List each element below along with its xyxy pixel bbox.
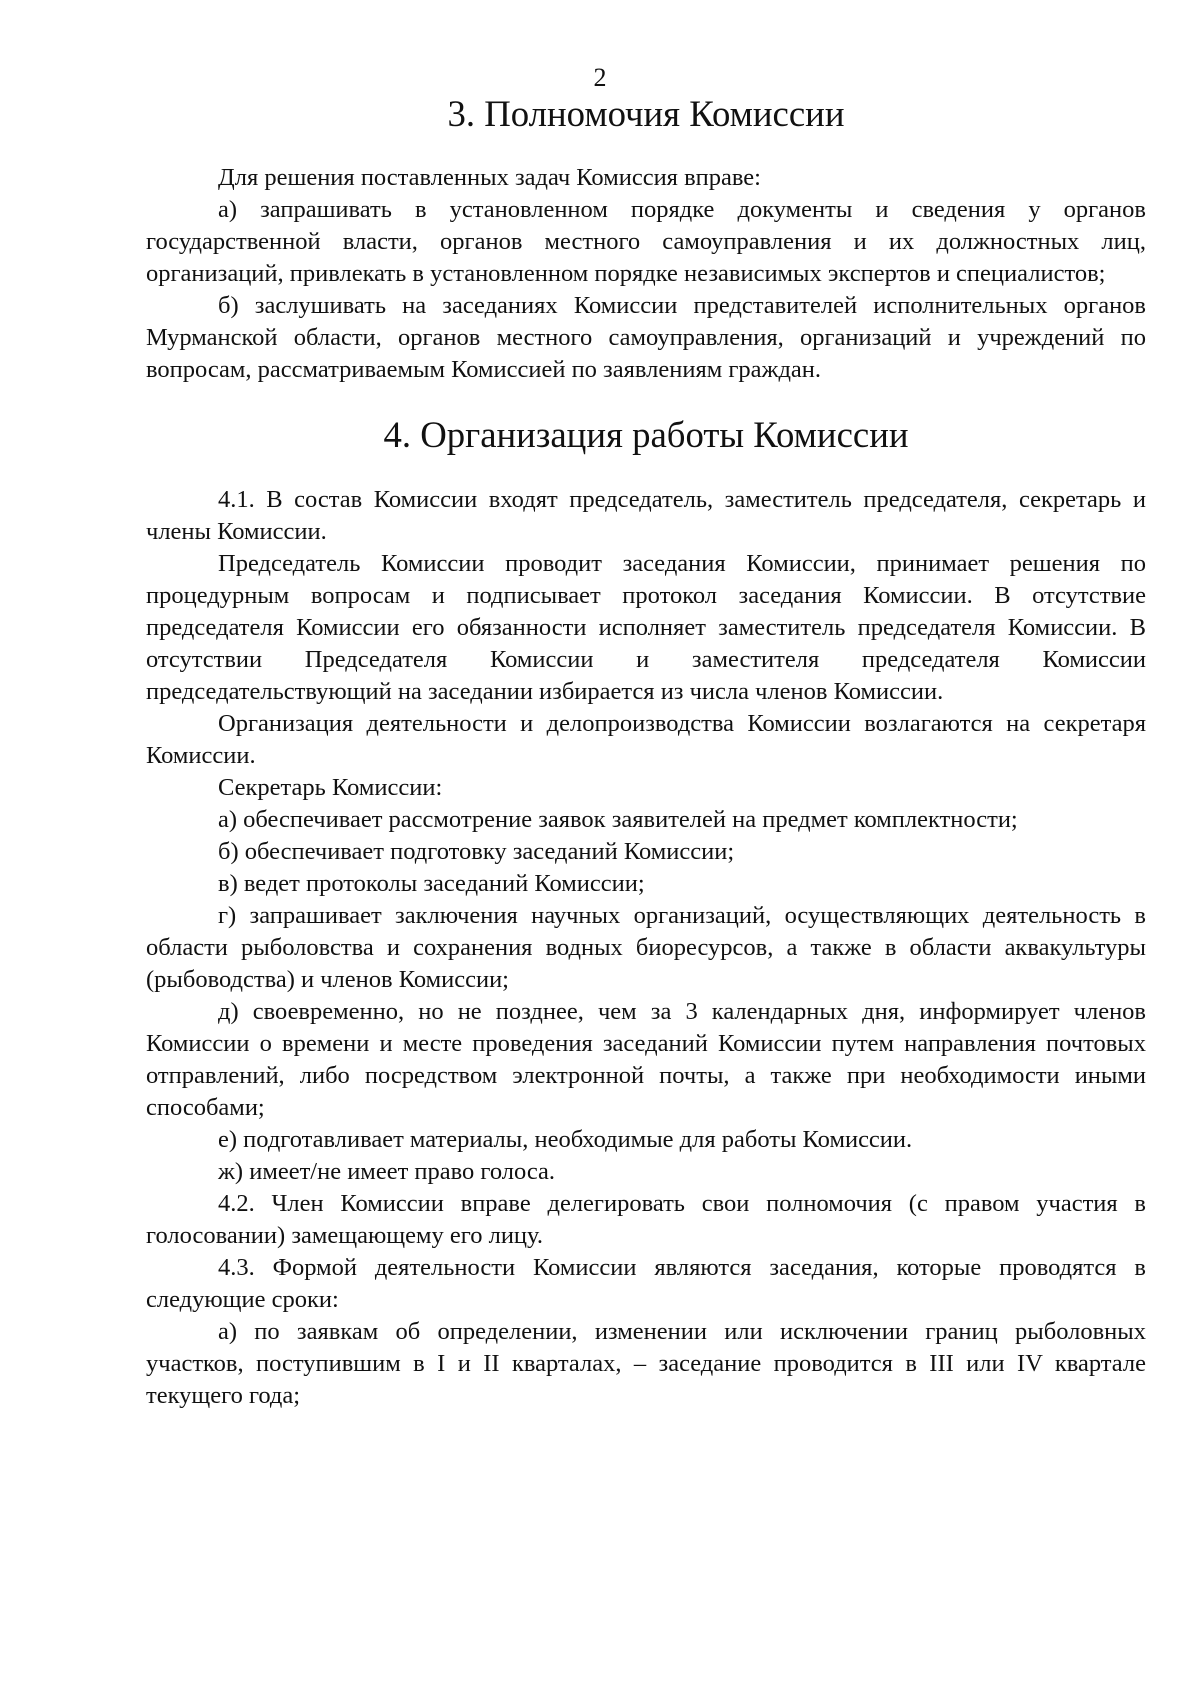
section-3-heading: 3. Полномочия Комиссии (447, 93, 845, 134)
section-3-paragraph: Для решения поставленных задач Комиссия вправе: (218, 164, 761, 191)
section-3-paragraph: а) запрашивать в установленном порядке документы и сведения у органов государственной власти, органов местного самоуправления и их должностных лиц, организаций, привлекать в установленном порядке независимых экспертов и специалистов; (146, 196, 1146, 287)
document-body (146, 93, 1146, 1412)
section-4-paragraph: Организация деятельности и делопроизводства Комиссии возлагаются на секретаря Комиссии. (146, 710, 1146, 769)
section-4-paragraph: в) ведет протоколы заседаний Комиссии; (218, 870, 645, 897)
section-4-paragraph: а) обеспечивает рассмотрение заявок заявителей на предмет комплектности; (218, 806, 1018, 833)
section-4-paragraph: д) своевременно, но не позднее, чем за 3 календарных дня, информирует членов Комиссии о времени и месте проведения заседаний Комиссии путем направления почтовых отправлений, либо посредством электронной почты, а также при необходимости иными способами; (146, 998, 1146, 1121)
section-4-paragraph: е) подготавливает материалы, необходимые для работы Комиссии. (218, 1126, 913, 1153)
section-4-paragraph: а) по заявкам об определении, изменении или исключении границ рыболовных участков, поступившим в I и II кварталах, – заседание проводится в III или IV квартале текущего года; (146, 1318, 1146, 1409)
section-4-paragraph: Секретарь Комиссии: (218, 774, 443, 801)
section-4-paragraph: Председатель Комиссии проводит заседания Комиссии, принимает решения по процедурным вопросам и подписывает протокол заседания Комиссии. В отсутствие председателя Комиссии его обязанности исполняет заместитель председателя Комиссии. В отсутствии Председателя Комиссии и заместителя председателя Комиссии председательствующий на заседании избирается из числа членов Комиссии. (146, 550, 1146, 705)
section-4-paragraph: 4.1. В состав Комиссии входят председатель, заместитель председателя, секретарь и члены Комиссии. (146, 486, 1146, 545)
section-4-heading: 4. Организация работы Комиссии (383, 414, 909, 455)
section-4-paragraph: ж) имеет/не имеет право голоса. (218, 1158, 556, 1185)
section-4-paragraph: б) обеспечивает подготовку заседаний Комиссии; (218, 838, 735, 865)
section-3-paragraph: б) заслушивать на заседаниях Комиссии представителей исполнительных органов Мурманской области, органов местного самоуправления, организаций и учреждений по вопросам, рассматриваемым Комиссией по заявлениям граждан. (146, 292, 1146, 383)
section-4-paragraph: 4.2. Член Комиссии вправе делегировать свои полномочия (с правом участия в голосовании) замещающему его лицу. (146, 1190, 1146, 1249)
section-4-paragraph: 4.3. Формой деятельности Комиссии являются заседания, которые проводятся в следующие сроки: (146, 1254, 1146, 1313)
section-4-paragraph: г) запрашивает заключения научных организаций, осуществляющих деятельность в области рыболовства и сохранения водных биоресурсов, а также в области аквакультуры (рыбоводства) и членов Комиссии; (146, 902, 1146, 993)
page-number: 2 (593, 63, 607, 92)
